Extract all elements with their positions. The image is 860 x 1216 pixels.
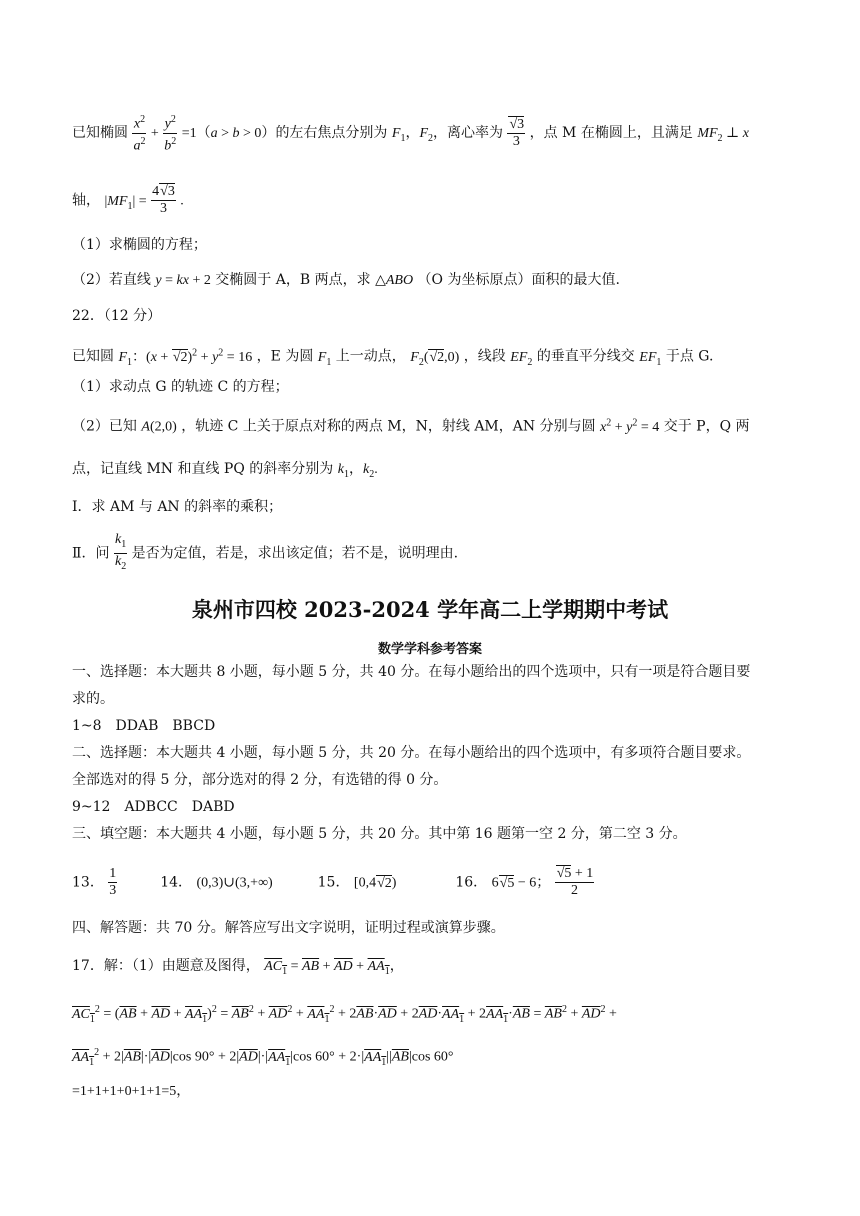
answer-15: [0,4√2) (353, 875, 397, 891)
section1-answers: 1~8 DDAB BBCD (72, 718, 216, 734)
k-ratio: $\frac{k_1}{k_2}$ (114, 532, 127, 572)
q17-line4: =1+1+1+0+1+1=5， (72, 1084, 191, 1099)
answer-16b: $\frac{√5 + 1}{2}$ (556, 866, 594, 898)
q17-line3: $AA_1^2 + 2|\overline{AB}|\cdot|\overline{AD}|\cos$ $90^\circ + 2|\overline{AD}|\cdot|AA_1|\cos$ $60^\circ + 2\cdot|AA_1||\overline{AB}|\cos$ 60° (72, 1047, 454, 1068)
q22-sub2: Ⅱ．问 $\frac{k_1}{k_2}$ 是否为定值，若是，求出该定值；若不是，说明理由. (72, 532, 458, 575)
section2-answers: 9~12 ADBCC DABD (72, 799, 235, 815)
answer-subtitle: 数学学科参考答案 (377, 642, 482, 657)
q22-header: 22．（12 分） (72, 308, 162, 324)
section2-desc-line2: 全部选对的得 5 分，部分选对的得 2 分，有选错的得 0 分。 (72, 772, 448, 788)
q21-stem-line2: 轴， $|MF_1|$ = $\frac{4√3}{3}$ . (72, 184, 184, 216)
section3-desc: 三、填空题：本大题共 4 小题，每小题 5 分，共 20 分。其中第 16 题第一空 2 分，第二空 3 分。 (72, 826, 687, 842)
answer-14: (0,3)∪(3,+∞) (196, 875, 273, 891)
q21-stem-line1: 已知椭圆 $\frac{x^2}{a^2}$ + $\frac{y^2}{b^2}$ =1（a > b > 0）的左右焦点分别为 $F_1$，$F_2$，离心率为 $\frac{√3}{3}$ ，点 M 在椭圆上，且满足 $MF_2$ ⊥ x (72, 114, 749, 154)
q22-sub1: Ⅰ．求 AM 与 AN 的斜率的乘积； (72, 499, 283, 515)
answer-16a: 6√5 − 6； (491, 875, 551, 891)
mf1-value: $\frac{4√3}{3}$ (152, 184, 175, 216)
section4-desc: 四、解答题：共 70 分。解答应写出文字说明，证明过程或演算步骤。 (72, 920, 505, 936)
q22-stem: 已知圆 $F_1$：$(x + √2)^2 + y^2 = 16$ ，E 为圆 $F_1$ 上一动点， $F_2(√2,0)$ ，线段 $EF_2$ 的垂直平分线交 $EF_1$ 于点 G. (72, 347, 714, 368)
q21-part1: （1）求椭圆的方程； (72, 237, 207, 253)
fill-in-answers: 13． $\frac{1}{3}$ 14． (0,3)∪(3,+∞) 15． [0,4√2) 16． 6√5 − 6； $\frac{√5 + 1}{2}$ (72, 866, 594, 898)
q22-part1: （1）求动点 G 的轨迹 C 的方程； (72, 379, 289, 395)
section2-desc-line1: 二、选择题：本大题共 4 小题，每小题 5 分，共 20 分。在每小题给出的四个选项中，有多项符合题目要求。 (72, 745, 751, 761)
ellipse-y-term: $\frac{y^2}{b^2}$ (164, 114, 177, 154)
section1-desc-line1: 一、选择题：本大题共 8 小题，每小题 5 分，共 40 分。在每小题给出的四个选项中，只有一项是符合题目要 (72, 664, 751, 680)
q17-line1: 17．解：（1）由题意及图得， $AC_1 = \overline{AB} + \overline{AD} + AA_1$， (72, 958, 404, 977)
q22-part2-line2: 点，记直线 MN 和直线 PQ 的斜率分别为 $k_1$，$k_2$. (72, 461, 378, 480)
ellipse-x-term: $\frac{x^2}{a^2}$ (133, 114, 146, 154)
section1-desc-line2: 求的。 (72, 691, 114, 707)
answer-13: $\frac{1}{3}$ (109, 866, 117, 898)
q21-part2: （2）若直线 y = kx + 2 交椭圆于 A，B 两点，求 △ABO （O 为坐标原点）面积的最大值. (72, 272, 620, 288)
q22-part2-line1: （2）已知 A(2,0) ，轨迹 C 上关于原点对称的两点 M，N，射线 AM，AN 分别与圆 $x^2 + y^2 = 4$ 交于 P，Q 两 (72, 417, 750, 435)
eccentricity-value: $\frac{√3}{3}$ (509, 116, 525, 149)
q17-line2: $AC_1^2 = (\overline{AB} + \overline{AD} + AA_1)^2 = \overline{AB}^2 + \overline{AD}^2 + AA_1^2 + 2\overline{AB}\cdot\overline{AD} + 2\overline{AD}\cdot AA_1 + 2AA_1\cdot\overline{AB} = \overline{AB}^2 + \overline{AD}^2$ + (72, 1004, 617, 1025)
answer-title: 泉州市四校 2023-2024 学年高二上学期期中考试 (191, 597, 669, 622)
